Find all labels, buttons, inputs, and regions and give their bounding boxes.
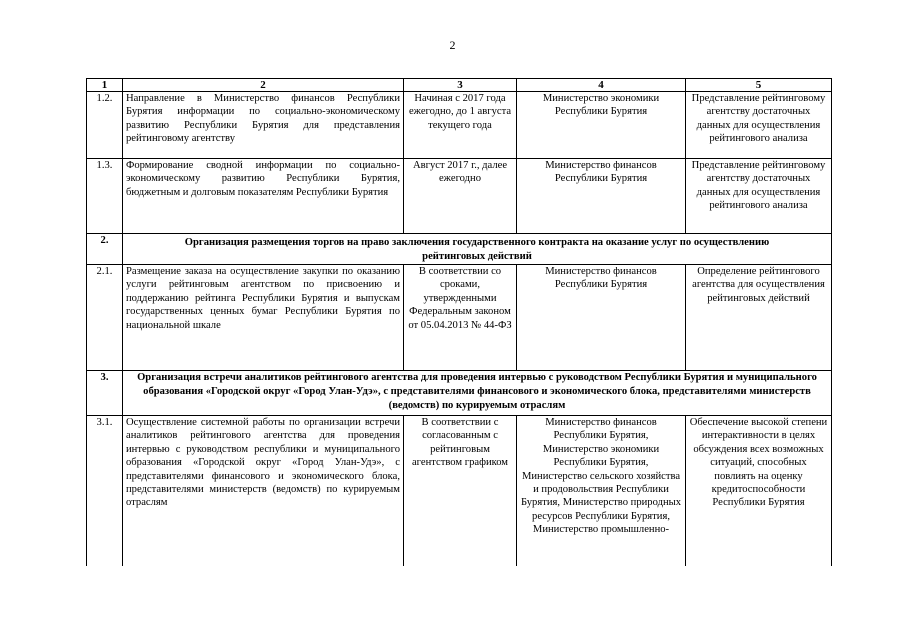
row-result: Представление рейтинговому агентству достаточных данных для осуществления рейтингового анализа — [686, 92, 832, 159]
column-header-4: 4 — [517, 79, 686, 92]
row-term: В соответствии с согласованным с рейтинговым агентством графиком — [404, 416, 517, 566]
row-result: Представление рейтинговому агентству достаточных данных для осуществления рейтингового анализа — [686, 159, 832, 234]
row-result: Обеспечение высокой степени интерактивности в целях обсуждения всех возможных ситуаций, способных повлиять на оценку кредитоспособности Республики Бурятия — [686, 416, 832, 566]
column-header-3: 3 — [404, 79, 517, 92]
row-action: Осуществление системной работы по организации встречи аналитиков рейтингового агентства для проведения интервью с руководством республики и муниципального образования «Городской округ «Город Улан-Удэ», с представителями финансового и экономического блока, представителями министерств (ведомств) по курируемым отраслям — [123, 416, 404, 566]
column-header-2: 2 — [123, 79, 404, 92]
row-action: Формирование сводной информации по социально-экономическому развитию Республики Бурятия, бюджетным и долговым показателям Республики Бурятия — [123, 159, 404, 234]
table-row — [87, 265, 832, 371]
measures-table — [86, 78, 832, 566]
row-number: 3.1. — [87, 416, 123, 566]
table-row — [87, 92, 832, 159]
row-term: В соответствии со сроками, утвержденными Федеральным законом от 05.04.2013 № 44-ФЗ — [404, 265, 517, 371]
section-number: 2. — [87, 234, 123, 265]
section-title: Организация размещения торгов на право заключения государственного контракта на оказание услуг по осуществлению рейтинговых действий — [123, 234, 832, 265]
row-number: 1.2. — [87, 92, 123, 159]
row-executor: Министерство финансов Республики Бурятия — [517, 265, 686, 371]
row-number: 1.3. — [87, 159, 123, 234]
row-number: 2.1. — [87, 265, 123, 371]
row-executor: Министерство финансов Республики Бурятия — [517, 159, 686, 234]
section-number: 3. — [87, 371, 123, 416]
section-title: Организация встречи аналитиков рейтингового агентства для проведения интервью с руководством Республики Бурятия и муниципального образования «Городской округ «Город Улан-Удэ», с представителями финансового и экономического блока, представителями министерств (ведомств) по курируемым отраслям — [123, 371, 832, 416]
table-row — [87, 416, 832, 566]
page-number: 2 — [449, 38, 456, 52]
section-row — [87, 234, 832, 265]
column-header-1: 1 — [87, 79, 123, 92]
row-term: Начиная с 2017 года ежегодно, до 1 августа текущего года — [404, 92, 517, 159]
row-action: Размещение заказа на осуществление закупки по оказанию услуги рейтинговым агентством по присвоению и поддержанию рейтинга Республики Бурятия и выпускам государственных ценных бумаг Республики Бурятия по национальной шкале — [123, 265, 404, 371]
section-row — [87, 371, 832, 416]
row-executor: Министерство финансов Республики Бурятия, Министерство экономики Республики Бурятия, Министерство сельского хозяйства и продовольствия Республики Бурятия, Министерство природных ресурсов Республики Бурятия, Министерство промышленно- — [517, 416, 686, 566]
row-action: Направление в Министерство финансов Республики Бурятия информации по социально-экономическому развитию Республики Бурятия для представления рейтинговому агентству — [123, 92, 404, 159]
column-header-5: 5 — [686, 79, 832, 92]
row-result: Определение рейтингового агентства для осуществления рейтинговых действий — [686, 265, 832, 371]
row-executor: Министерство экономики Республики Бурятия — [517, 92, 686, 159]
row-term: Август 2017 г., далее ежегодно — [404, 159, 517, 234]
table-header-row — [87, 79, 832, 92]
table-row — [87, 159, 832, 234]
